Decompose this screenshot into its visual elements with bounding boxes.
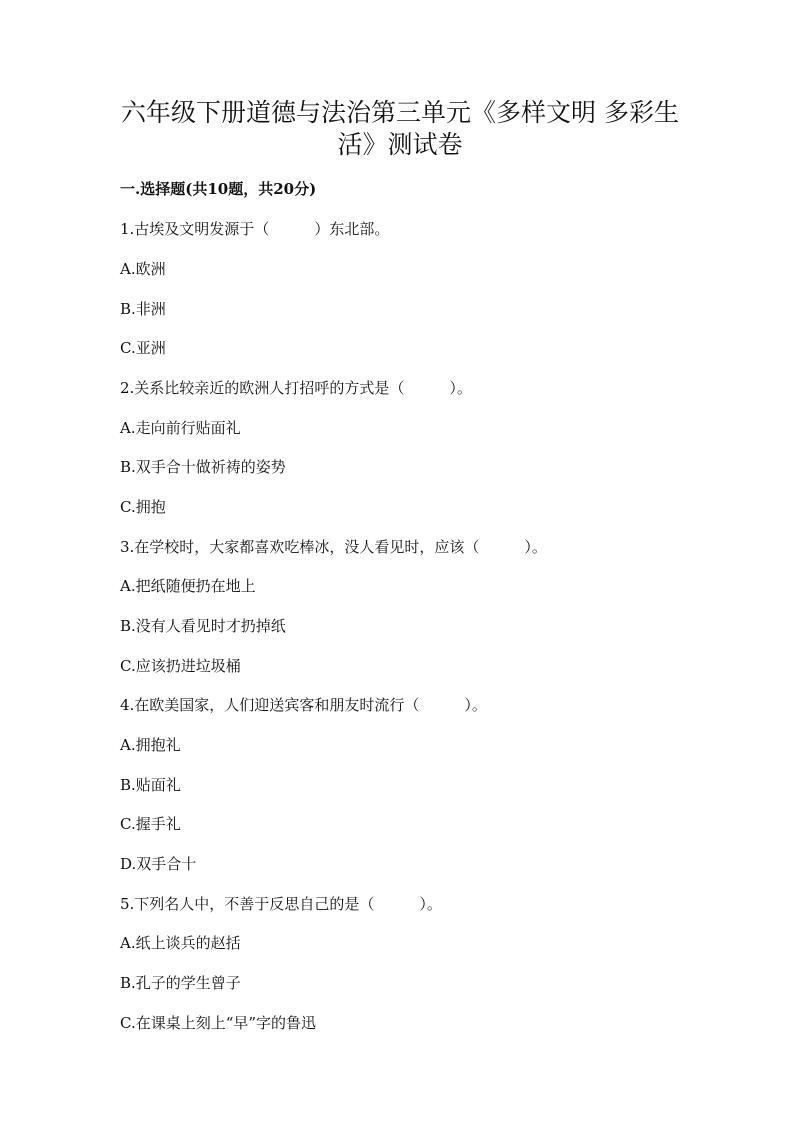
question-4-option-d: D.双手合十: [120, 855, 197, 873]
document-title-line-1: 六年级下册道德与法治第三单元《多样文明 多彩生: [121, 98, 679, 127]
question-5-option-c: C.在课桌上刻上“早”字的鲁迅: [120, 1014, 317, 1032]
question-4-option-b: B.贴面礼: [120, 776, 181, 794]
question-4-stem: 4.在欧美国家，人们迎送宾客和朋友时流行（ ）。: [120, 696, 487, 714]
document-title-line-2: 活》测试卷: [337, 130, 463, 159]
question-3-stem: 3.在学校时，大家都喜欢吃棒冰，没人看见时，应该（ ）。: [120, 538, 547, 556]
question-2-stem: 2.关系比较亲近的欧洲人打招呼的方式是（ ）。: [120, 379, 472, 397]
question-2-option-b: B.双手合十做祈祷的姿势: [120, 458, 286, 476]
question-1-option-b: B.非洲: [120, 300, 166, 318]
question-4-option-a: A.拥抱礼: [120, 736, 181, 754]
question-5-option-a: A.纸上谈兵的赵括: [120, 934, 241, 952]
question-3-option-c: C.应该扔进垃圾桶: [120, 657, 241, 675]
question-2-option-c: C.拥抱: [120, 498, 166, 516]
question-3-option-a: A.把纸随便扔在地上: [120, 577, 256, 595]
question-5-stem: 5.下列名人中，不善于反思自己的是（ ）。: [120, 895, 442, 913]
question-4-option-c: C.握手礼: [120, 815, 181, 833]
question-1-stem: 1.古埃及文明发源于（ ）东北部。: [120, 220, 390, 238]
question-2-option-a: A.走向前行贴面礼: [120, 419, 241, 437]
section-heading: 一.选择题(共10题，共20分): [120, 180, 317, 198]
question-1-option-a: A.欧洲: [120, 260, 166, 278]
question-3-option-b: B.没有人看见时才扔掉纸: [120, 617, 286, 635]
question-1-option-c: C.亚洲: [120, 339, 166, 357]
question-5-option-b: B.孔子的学生曾子: [120, 974, 241, 992]
